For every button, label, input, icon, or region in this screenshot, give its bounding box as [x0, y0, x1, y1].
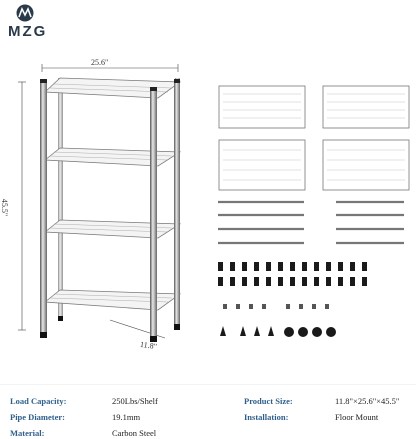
divider — [0, 384, 416, 385]
pipe-diameter-value: 19.1mm — [112, 412, 141, 422]
connectors — [223, 304, 329, 309]
pole-parts — [218, 202, 404, 243]
height-dimension: 45.5" — [0, 198, 10, 217]
width-dimension: 25.6" — [91, 58, 109, 67]
pipe-diameter-label: Pipe Diameter: — [10, 412, 65, 422]
material-label: Material: — [10, 428, 45, 438]
depth-dimension: 11.8" — [139, 339, 158, 352]
material-value: Carbon Steel — [112, 428, 157, 438]
installation-value: Floor Mount — [335, 412, 379, 422]
installation-label: Installation: — [244, 412, 289, 422]
leveling-feet — [220, 326, 336, 337]
panel-grid — [223, 94, 405, 180]
product-size-label: Product Size: — [244, 396, 293, 406]
brand-name: MZG — [8, 23, 48, 40]
product-size-value: 11.8"×25.6"×45.5" — [335, 396, 400, 406]
load-capacity-label: Load Capacity: — [10, 396, 67, 406]
plastic-sleeves — [218, 262, 367, 286]
load-capacity-value: 250Lbs/Shelf — [112, 396, 158, 406]
shelf-unit — [40, 78, 180, 342]
specifications-table — [0, 392, 416, 439]
shelf-panels — [219, 86, 409, 190]
wire-shelves — [45, 78, 180, 310]
